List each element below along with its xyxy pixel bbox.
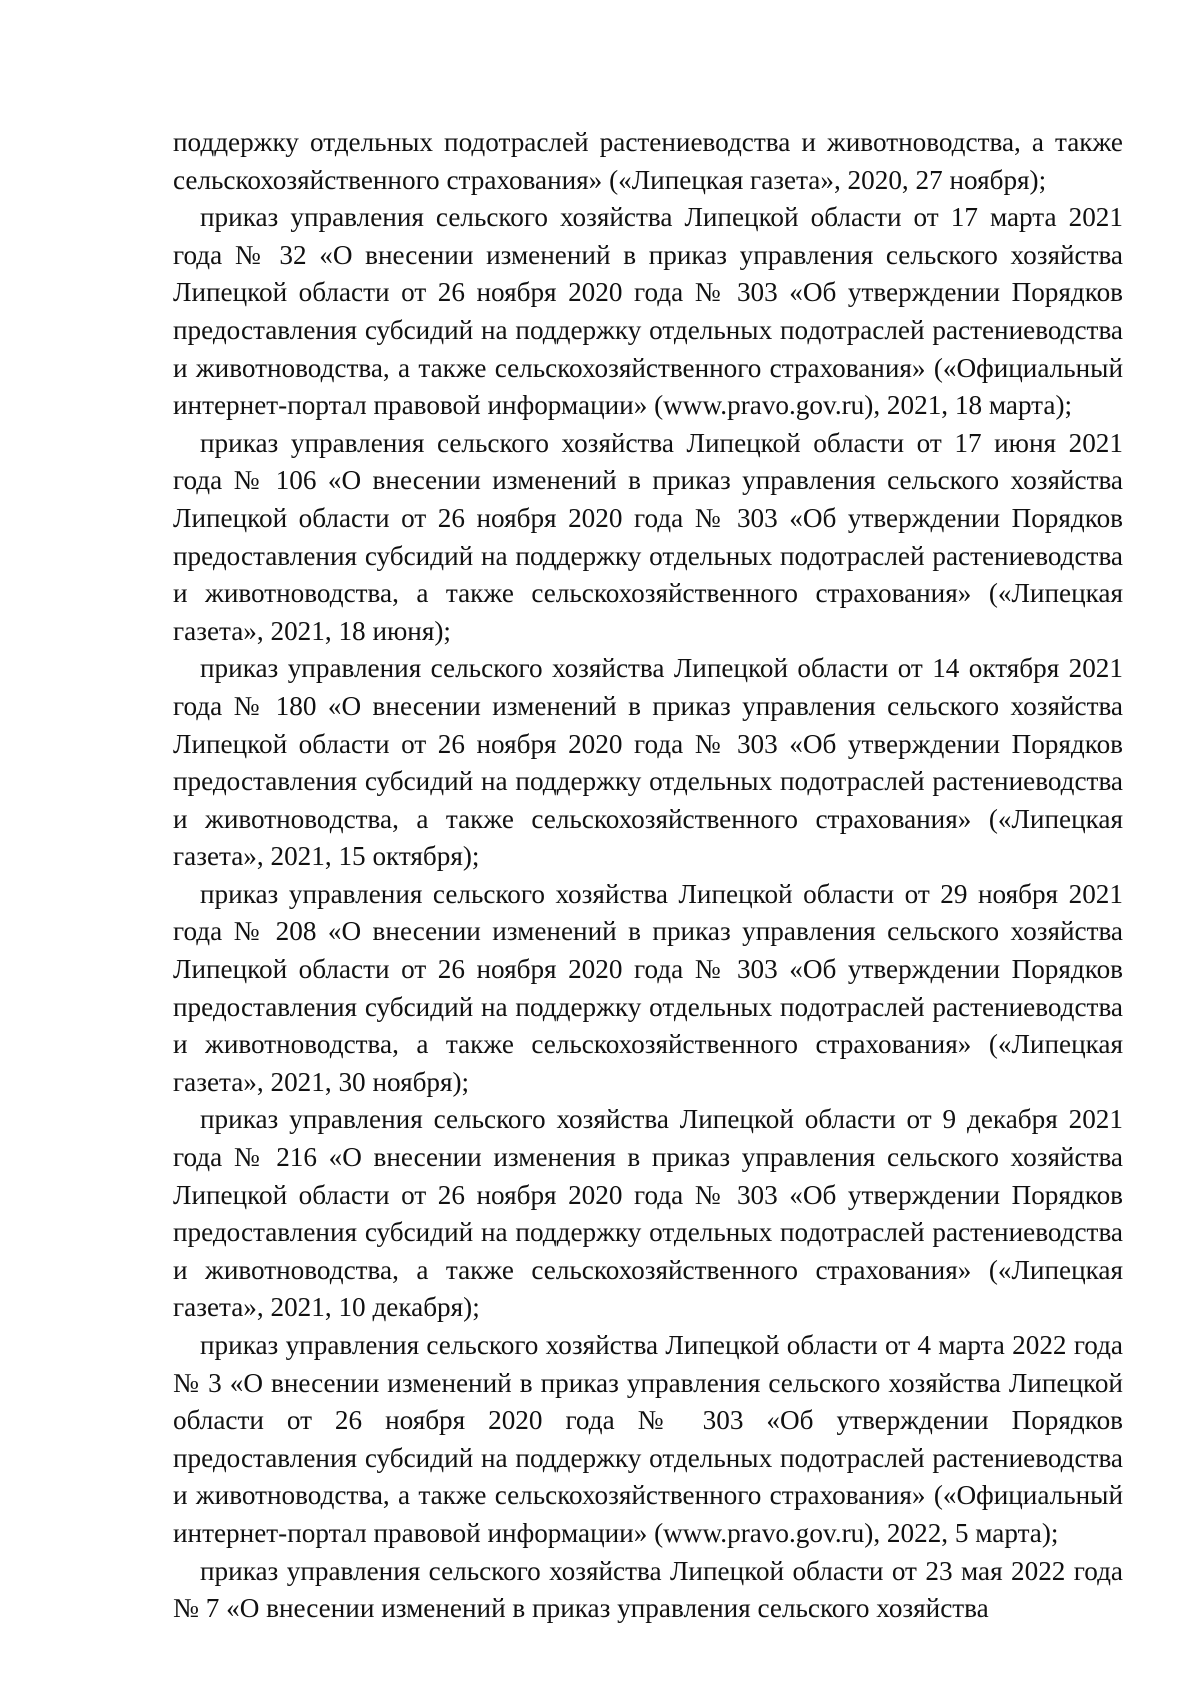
paragraph-order-216: приказ управления сельского хозяйства Липецкой области от 9 декабря 2021 года № 216 «О внесении изменения в приказ управления сельского хозяйства Липецкой области от 26 ноября 2020 года № 303 «Об утверждении Порядков предоставления субсидий на поддержку отдельных подотраслей растениеводства и животноводства, а также сельскохозяйственного страхования» («Липецкая газета», 2021, 10 декабря); — [173, 1104, 1123, 1323]
paragraph-continuation: поддержку отдельных подотраслей растениеводства и животноводства, а также сельскохозяйственного страхования» («Липецкая газета», 2020, 27 ноября); — [173, 127, 1123, 195]
paragraph-order-180: приказ управления сельского хозяйства Липецкой области от 14 октября 2021 года № 180 «О внесении изменений в приказ управления сельского хозяйства Липецкой области от 26 ноября 2020 года № 303 «Об утверждении Порядков предоставления субсидий на поддержку отдельных подотраслей растениеводства и животноводства, а также сельскохозяйственного страхования» («Липецкая газета», 2021, 15 октября); — [173, 653, 1123, 872]
document-page — [173, 124, 1123, 1628]
paragraph-order-7: приказ управления сельского хозяйства Липецкой области от 23 мая 2022 года № 7 «О внесении изменений в приказ управления сельского хозяйства — [173, 1555, 1123, 1624]
paragraph-order-32: приказ управления сельского хозяйства Липецкой области от 17 марта 2021 года № 32 «О внесении изменений в приказ управления сельского хозяйства Липецкой области от 26 ноября 2020 года № 303 «Об утверждении Порядков предоставления субсидий на поддержку отдельных подотраслей растениеводства и животноводства, а также сельскохозяйственного страхования» («Официальный интернет-портал правовой информации» (www.pravo.gov.ru), 2021, 18 марта); — [173, 202, 1123, 421]
paragraph-order-3: приказ управления сельского хозяйства Липецкой области от 4 марта 2022 года № 3 «О внесении изменений в приказ управления сельского хозяйства Липецкой области от 26 ноября 2020 года № 303 «Об утверждении Порядков предоставления субсидий на поддержку отдельных подотраслей растениеводства и животноводства, а также сельскохозяйственного страхования» («Официальный интернет-портал правовой информации» (www.pravo.gov.ru), 2022, 5 марта); — [173, 1330, 1123, 1548]
paragraph-order-208: приказ управления сельского хозяйства Липецкой области от 29 ноября 2021 года № 208 «О внесении изменений в приказ управления сельского хозяйства Липецкой области от 26 ноября 2020 года № 303 «Об утверждении Порядков предоставления субсидий на поддержку отдельных подотраслей растениеводства и животноводства, а также сельскохозяйственного страхования» («Липецкая газета», 2021, 30 ноября); — [173, 878, 1123, 1097]
paragraph-order-106: приказ управления сельского хозяйства Липецкой области от 17 июня 2021 года № 106 «О внесении изменений в приказ управления сельского хозяйства Липецкой области от 26 ноября 2020 года № 303 «Об утверждении Порядков предоставления субсидий на поддержку отдельных подотраслей растениеводства и животноводства, а также сельскохозяйственного страхования» («Липецкая газета», 2021, 18 июня); — [173, 427, 1123, 646]
